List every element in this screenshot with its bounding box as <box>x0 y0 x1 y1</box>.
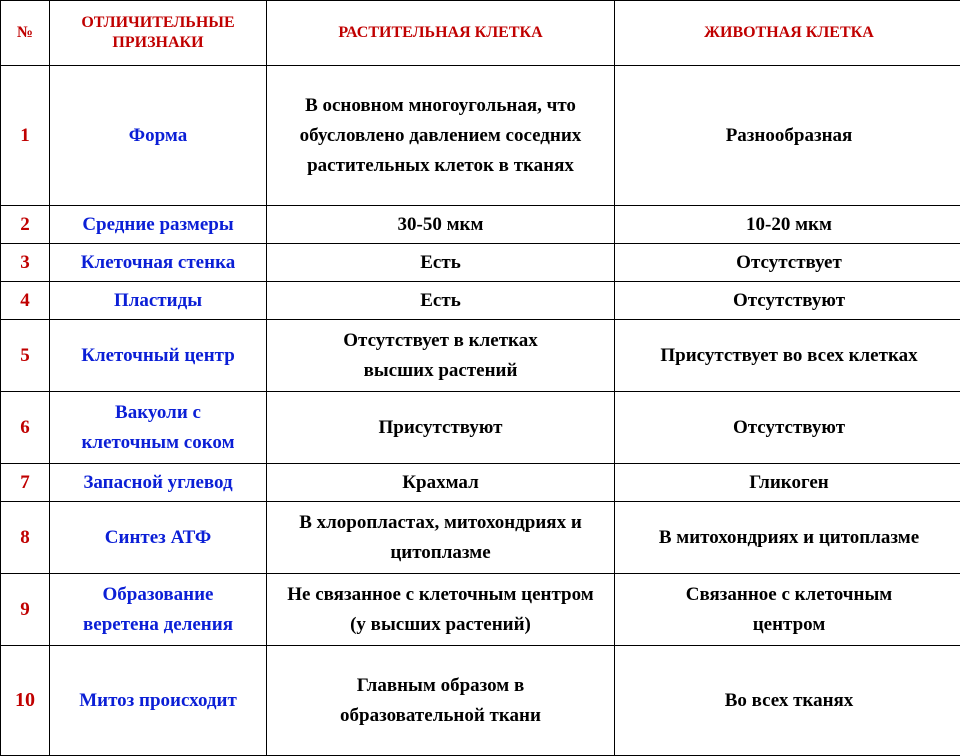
plant-cell-value: В хлоропластах, митохондриях и цитоплазме <box>267 502 615 574</box>
row-number: 3 <box>1 244 50 282</box>
feature-label: Клеточная стенка <box>50 244 267 282</box>
animal-cell-value: В митохондриях и цитоплазме <box>615 502 960 574</box>
row-number: 2 <box>1 206 50 244</box>
row-number: 7 <box>1 464 50 502</box>
table-row <box>1 502 960 574</box>
table-row <box>1 464 960 502</box>
header-features: ОТЛИЧИТЕЛЬНЫЕ ПРИЗНАКИ <box>50 1 267 66</box>
animal-cell-value: Отсутствуют <box>615 392 960 464</box>
plant-cell-value: Отсутствует в клетках высших растений <box>267 320 615 392</box>
plant-cell-value: 30-50 мкм <box>267 206 615 244</box>
feature-label: Вакуоли с клеточным соком <box>50 392 267 464</box>
animal-cell-value: Гликоген <box>615 464 960 502</box>
animal-cell-value: Отсутствует <box>615 244 960 282</box>
table-row <box>1 574 960 646</box>
table-row <box>1 392 960 464</box>
header-number: № <box>1 1 50 66</box>
table-row <box>1 66 960 206</box>
table-row <box>1 206 960 244</box>
table-row <box>1 244 960 282</box>
feature-label: Форма <box>50 66 267 206</box>
plant-cell-value: Главным образом в образовательной ткани <box>267 646 615 756</box>
animal-cell-value: 10-20 мкм <box>615 206 960 244</box>
animal-cell-value: Присутствует во всех клетках <box>615 320 960 392</box>
header-plant-cell: РАСТИТЕЛЬНАЯ КЛЕТКА <box>267 1 615 66</box>
row-number: 8 <box>1 502 50 574</box>
row-number: 1 <box>1 66 50 206</box>
row-number: 9 <box>1 574 50 646</box>
feature-label: Митоз происходит <box>50 646 267 756</box>
header-animal-cell: ЖИВОТНАЯ КЛЕТКА <box>615 1 960 66</box>
plant-cell-value: Присутствуют <box>267 392 615 464</box>
row-number: 10 <box>1 646 50 756</box>
header-row <box>1 1 960 66</box>
row-number: 5 <box>1 320 50 392</box>
feature-label: Запасной углевод <box>50 464 267 502</box>
feature-label: Пластиды <box>50 282 267 320</box>
animal-cell-value: Разнообразная <box>615 66 960 206</box>
plant-cell-value: Есть <box>267 282 615 320</box>
table-row <box>1 320 960 392</box>
plant-cell-value: В основном многоугольная, что обусловлено давлением соседних растительных клеток в тканях <box>267 66 615 206</box>
plant-cell-value: Не связанное с клеточным центром (у высших растений) <box>267 574 615 646</box>
feature-label: Синтез АТФ <box>50 502 267 574</box>
table-row <box>1 282 960 320</box>
plant-cell-value: Есть <box>267 244 615 282</box>
feature-label: Клеточный центр <box>50 320 267 392</box>
row-number: 6 <box>1 392 50 464</box>
plant-cell-value: Крахмал <box>267 464 615 502</box>
feature-label: Средние размеры <box>50 206 267 244</box>
table-row <box>1 646 960 756</box>
row-number: 4 <box>1 282 50 320</box>
animal-cell-value: Отсутствуют <box>615 282 960 320</box>
feature-label: Образование веретена деления <box>50 574 267 646</box>
animal-cell-value: Во всех тканях <box>615 646 960 756</box>
animal-cell-value: Связанное с клеточным центром <box>615 574 960 646</box>
